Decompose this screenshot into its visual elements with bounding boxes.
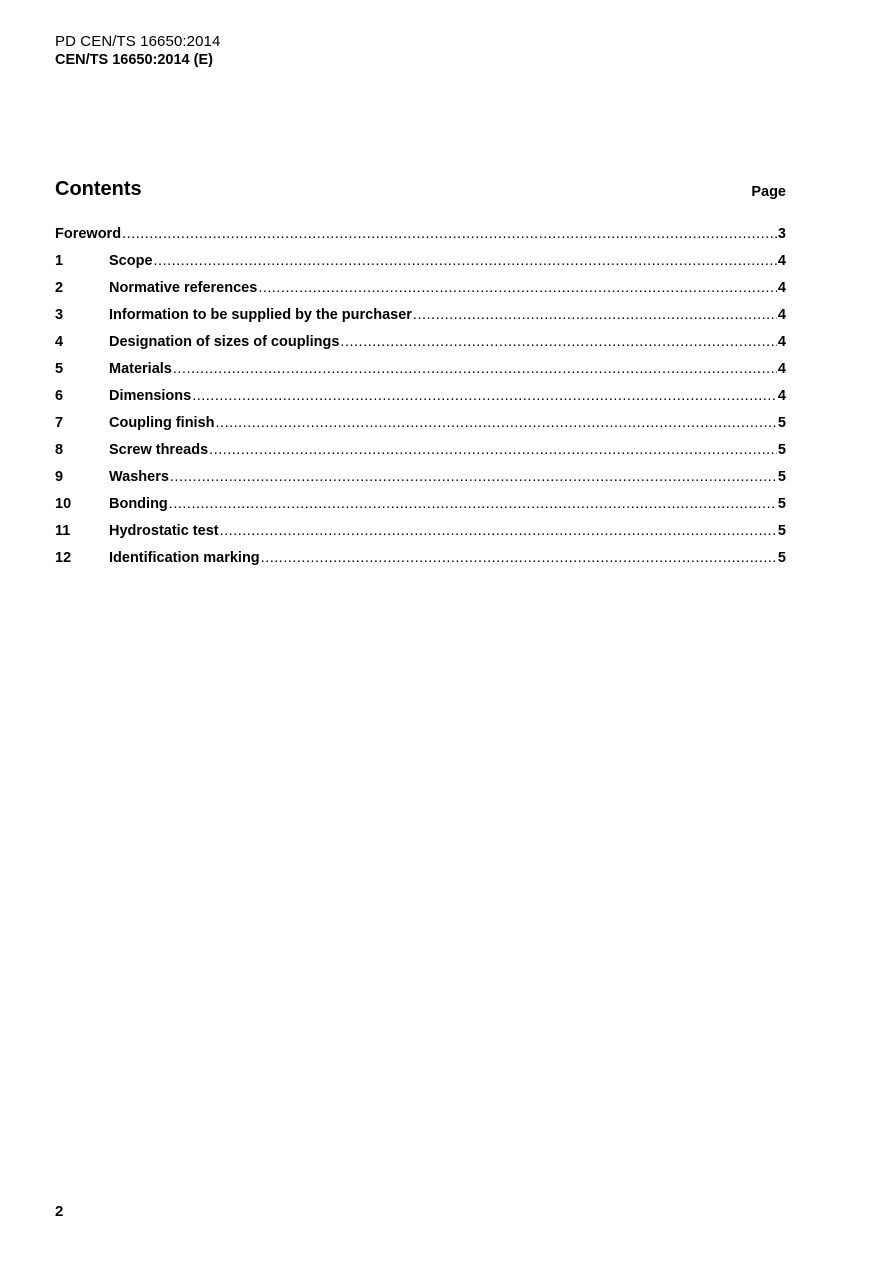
toc-dot-leader	[220, 523, 777, 539]
toc-entry-page: 4	[777, 361, 786, 377]
toc-entry-number: 12	[55, 550, 72, 566]
toc-entry-page: 5	[777, 550, 786, 566]
toc-entry-title: Dimensions	[109, 388, 192, 404]
toc-entry-page: 4	[777, 334, 786, 350]
toc-entry-number: 8	[55, 442, 64, 458]
toc-entry-information-purchaser[interactable]	[55, 307, 786, 334]
toc-entry-title: Scope	[109, 253, 153, 269]
toc-entry-materials[interactable]	[55, 361, 786, 388]
toc-dot-leader	[413, 307, 777, 323]
toc-entry-normative-references[interactable]	[55, 280, 786, 307]
toc-entry-title: Washers	[109, 469, 169, 485]
toc-entry-page: 5	[777, 469, 786, 485]
toc-entry-scope[interactable]	[55, 253, 786, 280]
toc-entry-page: 5	[777, 496, 786, 512]
toc-entry-page: 5	[777, 523, 786, 539]
toc-entry-number: 6	[55, 388, 64, 404]
toc-entry-number: 2	[55, 280, 64, 296]
toc-entry-title: Identification marking	[109, 550, 260, 566]
page-column-heading: Page	[751, 184, 786, 200]
toc-dot-leader	[340, 334, 777, 350]
toc-entry-page: 3	[777, 226, 786, 242]
toc-entry-number: 9	[55, 469, 64, 485]
toc-entry-foreword[interactable]	[55, 226, 786, 253]
toc-entry-page: 5	[777, 442, 786, 458]
toc-dot-leader	[170, 469, 777, 485]
toc-dot-leader	[154, 253, 777, 269]
toc-dot-leader	[173, 361, 777, 377]
document-code-edition: CEN/TS 16650:2014 (E)	[55, 52, 213, 68]
toc-entry-screw-threads[interactable]	[55, 442, 786, 469]
toc-dot-leader	[169, 496, 777, 512]
toc-entry-title: Information to be supplied by the purchaser	[109, 307, 412, 323]
toc-entry-page: 4	[777, 253, 786, 269]
toc-entry-number: 5	[55, 361, 64, 377]
toc-dot-leader	[209, 442, 777, 458]
contents-heading: Contents	[55, 178, 142, 200]
toc-entry-number: 10	[55, 496, 72, 512]
toc-dot-leader	[258, 280, 777, 296]
toc-entry-bonding[interactable]	[55, 496, 786, 523]
toc-entry-number: 7	[55, 415, 64, 431]
toc-dot-leader	[216, 415, 777, 431]
table-of-contents	[55, 226, 786, 577]
toc-entry-page: 5	[777, 415, 786, 431]
toc-dot-leader	[261, 550, 777, 566]
toc-entry-hydrostatic-test[interactable]	[55, 523, 786, 550]
toc-entry-page: 4	[777, 280, 786, 296]
toc-entry-designation-sizes[interactable]	[55, 334, 786, 361]
toc-entry-number: 4	[55, 334, 64, 350]
toc-entry-page: 4	[777, 307, 786, 323]
page-number: 2	[55, 1203, 64, 1220]
toc-entry-page: 4	[777, 388, 786, 404]
toc-entry-title: Normative references	[109, 280, 258, 296]
toc-entry-washers[interactable]	[55, 469, 786, 496]
toc-entry-title: Designation of sizes of couplings	[109, 334, 340, 350]
toc-entry-number: 3	[55, 307, 64, 323]
toc-entry-title: Coupling finish	[109, 415, 215, 431]
toc-entry-dimensions[interactable]	[55, 388, 786, 415]
toc-dot-leader	[192, 388, 777, 404]
document-code: PD CEN/TS 16650:2014	[55, 33, 221, 50]
toc-entry-coupling-finish[interactable]	[55, 415, 786, 442]
toc-entry-number: 1	[55, 253, 64, 269]
toc-entry-title: Materials	[109, 361, 172, 377]
toc-entry-title: Hydrostatic test	[109, 523, 219, 539]
toc-entry-title: Foreword	[55, 226, 122, 242]
toc-entry-title: Screw threads	[109, 442, 209, 458]
toc-dot-leader	[122, 226, 777, 242]
toc-entry-identification-marking[interactable]	[55, 550, 786, 577]
toc-entry-title: Bonding	[109, 496, 168, 512]
toc-entry-number: 11	[55, 523, 71, 539]
